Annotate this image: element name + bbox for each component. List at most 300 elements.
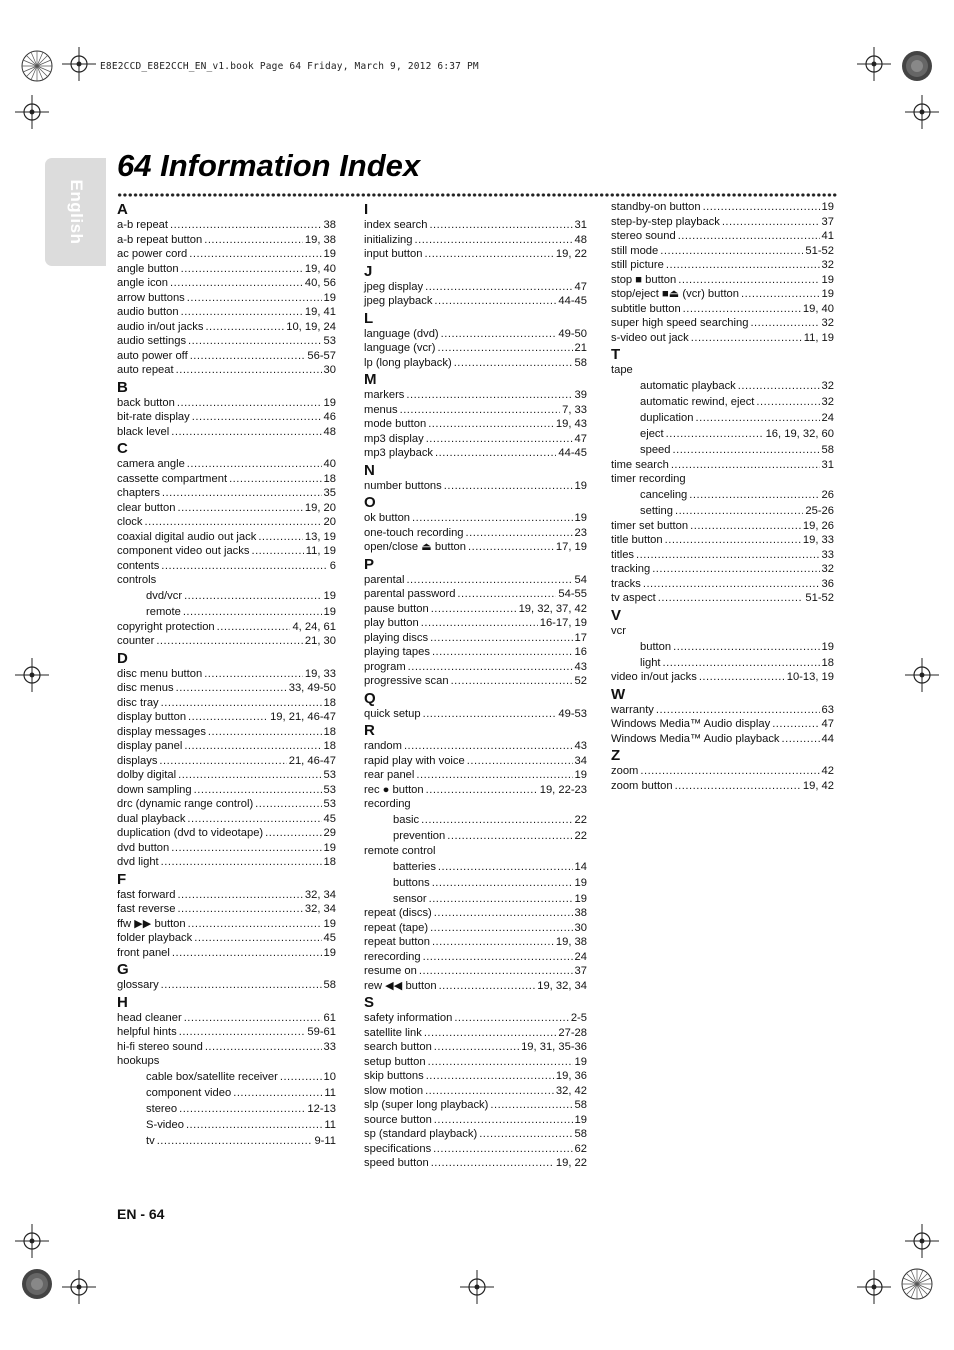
- index-term: repeat (tape): [364, 921, 429, 934]
- index-entry: [364, 294, 587, 309]
- index-entry: [117, 305, 336, 320]
- dot-leader: [205, 320, 284, 335]
- index-page-numbers: 24: [574, 950, 587, 963]
- dot-leader: [430, 631, 572, 646]
- language-tab: [45, 158, 106, 266]
- index-entry: [364, 233, 587, 248]
- dot-leader: [432, 935, 554, 950]
- index-entry: [611, 331, 834, 346]
- index-page-numbers: 51-52: [805, 244, 834, 257]
- index-group-label: recording: [364, 798, 411, 810]
- dot-leader: [434, 1040, 519, 1055]
- index-term: audio button: [117, 306, 179, 318]
- index-entry: [117, 320, 336, 335]
- index-entry: [364, 1040, 587, 1055]
- index-term: language (dvd): [364, 327, 439, 340]
- index-page-numbers: 7, 33: [562, 403, 587, 416]
- index-page-numbers: 52: [574, 675, 587, 687]
- dot-leader: [188, 917, 322, 932]
- dot-leader: [434, 294, 556, 309]
- index-entry: [117, 841, 336, 856]
- dot-leader: [187, 457, 322, 472]
- index-page-numbers: 31: [574, 219, 587, 231]
- index-page-numbers: 53: [323, 335, 336, 347]
- index-page-numbers: 22: [574, 830, 587, 842]
- index-column-2: [364, 200, 587, 1171]
- index-letter-heading: L: [364, 309, 374, 327]
- dot-leader: [258, 530, 303, 545]
- dot-leader: [696, 411, 820, 426]
- dotted-rule: [117, 190, 837, 200]
- dot-leader: [424, 1026, 557, 1041]
- index-page-numbers: 19: [574, 769, 587, 781]
- index-entry: [117, 812, 336, 827]
- index-entry: [117, 620, 336, 635]
- dot-leader: [782, 732, 820, 747]
- index-page-numbers: 53: [323, 798, 336, 810]
- index-page-numbers: 19, 38: [555, 936, 587, 948]
- index-term: display messages: [117, 725, 206, 738]
- index-page-numbers: 11, 19: [803, 331, 834, 344]
- dot-leader: [451, 674, 573, 689]
- index-page-numbers: 19, 36: [555, 1070, 587, 1082]
- index-entry: [611, 670, 834, 685]
- index-page-numbers: 32: [821, 396, 834, 408]
- index-term: safety information: [364, 1012, 453, 1024]
- index-letter-heading: C: [117, 440, 128, 457]
- index-letter-heading: S: [364, 994, 375, 1011]
- index-page-numbers: 18: [323, 472, 336, 485]
- index-entry: [364, 1098, 587, 1113]
- index-entry: [117, 218, 336, 233]
- index-term: dolby digital: [117, 769, 177, 781]
- index-letter-heading: I: [364, 201, 369, 218]
- index-page-numbers: 19, 40: [304, 262, 336, 275]
- index-term: duplication: [640, 412, 694, 424]
- dot-leader: [421, 813, 572, 828]
- index-page-numbers: 32: [821, 259, 834, 271]
- index-entry: [364, 540, 587, 555]
- dot-leader: [666, 427, 764, 442]
- index-page-numbers: 19, 33: [304, 667, 336, 680]
- dot-leader: [691, 331, 802, 346]
- index-term: speed button: [364, 1157, 429, 1169]
- index-page-numbers: 19: [323, 291, 336, 304]
- dot-leader: [683, 302, 801, 317]
- index-term: display button: [117, 711, 187, 723]
- dot-leader: [431, 1156, 554, 1171]
- dot-leader: [251, 544, 303, 559]
- index-term: sp (standard playback): [364, 1128, 478, 1140]
- index-entry: [611, 519, 834, 534]
- index-page-numbers: 32: [821, 380, 834, 392]
- dot-leader: [424, 247, 553, 262]
- index-term: warranty: [611, 703, 654, 716]
- dot-leader: [454, 356, 573, 371]
- index-page-numbers: 53: [323, 769, 336, 781]
- index-page-numbers: 19, 43: [555, 418, 587, 430]
- index-entry: [364, 388, 587, 403]
- crosshair-icon: [62, 1270, 96, 1304]
- index-subentry: [364, 890, 587, 906]
- index-entry: [611, 302, 834, 317]
- index-page-numbers: 19, 41: [304, 306, 336, 318]
- index-page-numbers: 58: [323, 979, 336, 991]
- index-letter-heading: T: [611, 346, 621, 363]
- index-term: fast forward: [117, 888, 176, 901]
- dot-leader: [208, 725, 322, 740]
- index-entry: [117, 457, 336, 472]
- dot-leader: [176, 363, 322, 378]
- dot-leader: [161, 559, 327, 574]
- index-entry: [117, 754, 336, 769]
- index-page-numbers: 10, 19, 24: [286, 320, 336, 333]
- index-entry: [611, 200, 834, 215]
- index-page-numbers: 47: [821, 718, 834, 730]
- index-term: eject: [640, 428, 664, 440]
- index-page-numbers: 44-45: [558, 447, 587, 459]
- dot-leader: [255, 797, 321, 812]
- index-subentry: [364, 812, 587, 828]
- dot-leader: [176, 681, 287, 696]
- index-entry: [117, 559, 336, 574]
- index-term: progressive scan: [364, 675, 449, 687]
- index-entry: [117, 855, 336, 870]
- index-page-numbers: 19, 33: [802, 534, 834, 546]
- index-term: zoom button: [611, 779, 673, 792]
- dot-leader: [181, 305, 303, 320]
- index-entry: [611, 287, 834, 302]
- index-letter-heading: A: [117, 201, 128, 218]
- dot-leader: [432, 876, 573, 891]
- index-term: duplication (dvd to videotape): [117, 827, 264, 839]
- registration-circle-icon: [20, 49, 54, 83]
- index-page-numbers: 48: [574, 233, 587, 246]
- index-entry: [364, 707, 587, 722]
- index-term: quick setup: [364, 707, 421, 720]
- index-group-label: hookups: [117, 1055, 160, 1067]
- index-term: timer set button: [611, 519, 689, 532]
- dot-leader: [415, 233, 573, 248]
- index-entry: [364, 573, 587, 588]
- index-entry: [117, 902, 336, 917]
- dot-leader: [181, 262, 303, 277]
- index-group-label: remote control: [364, 844, 436, 857]
- index-page-numbers: 19: [574, 512, 587, 524]
- index-entry: [364, 964, 587, 979]
- dot-leader: [177, 396, 322, 411]
- dot-leader: [441, 327, 557, 342]
- index-term: disc tray: [117, 696, 159, 709]
- index-page-numbers: 42: [821, 765, 834, 777]
- index-page-numbers: 11: [324, 1087, 336, 1099]
- index-page-numbers: 59-61: [307, 1026, 336, 1038]
- index-term: coaxial digital audio out jack: [117, 530, 257, 543]
- dot-leader: [161, 696, 322, 711]
- index-entry: [117, 1011, 336, 1026]
- index-entry: [364, 739, 587, 754]
- index-page-numbers: 56-57: [307, 349, 336, 362]
- index-subentry: [117, 1069, 336, 1085]
- index-term: basic: [393, 814, 420, 826]
- index-page-numbers: 32, 34: [304, 888, 336, 901]
- index-term: sensor: [393, 892, 427, 905]
- index-page-numbers: 19, 22-23: [539, 783, 587, 796]
- index-page-numbers: 19: [574, 1055, 587, 1068]
- index-page-numbers: 19: [323, 841, 336, 854]
- index-term: number buttons: [364, 479, 442, 492]
- dot-leader: [192, 410, 322, 425]
- index-page-numbers: 37: [821, 215, 834, 228]
- index-entry: [364, 1084, 587, 1099]
- index-term: video in/out jacks: [611, 671, 697, 683]
- index-page-numbers: 32, 42: [555, 1084, 587, 1097]
- index-entry: [117, 233, 336, 248]
- index-entry: [117, 530, 336, 545]
- index-page-numbers: 19, 20: [304, 501, 336, 514]
- index-entry: [364, 280, 587, 295]
- index-entry: [364, 356, 587, 371]
- index-term: angle button: [117, 262, 179, 275]
- index-term: playing tapes: [364, 646, 430, 658]
- index-entry: [611, 316, 834, 331]
- index-term: camera angle: [117, 458, 185, 470]
- index-group-label: timer recording: [611, 473, 686, 485]
- index-term: Windows Media™ Audio playback: [611, 732, 780, 745]
- index-entry: [364, 327, 587, 342]
- language-tab-label: English: [66, 179, 86, 245]
- dot-leader: [675, 779, 801, 794]
- index-entry: [364, 674, 587, 689]
- index-page-numbers: 29: [323, 827, 336, 839]
- index-page-numbers: 13, 19: [304, 530, 336, 543]
- index-term: counter: [117, 635, 155, 647]
- index-entry: [117, 946, 336, 961]
- index-term: still mode: [611, 244, 659, 257]
- dot-leader: [428, 1055, 573, 1070]
- index-subentry: [364, 874, 587, 890]
- index-entry: [117, 710, 336, 725]
- registration-circle-icon: [20, 1267, 54, 1301]
- index-page-numbers: 19: [323, 606, 336, 618]
- index-page-numbers: 40, 56: [304, 277, 336, 289]
- index-page-numbers: 51-52: [805, 592, 834, 604]
- index-page-numbers: 21: [574, 342, 587, 354]
- index-entry: [117, 363, 336, 378]
- index-term: disc menu button: [117, 667, 203, 680]
- index-entry: [364, 660, 587, 675]
- index-term: canceling: [640, 489, 688, 501]
- index-page-numbers: 62: [574, 1142, 587, 1155]
- index-page-numbers: 12-13: [307, 1103, 336, 1115]
- dot-leader: [179, 1102, 305, 1117]
- index-page-numbers: 21, 30: [304, 635, 336, 647]
- registration-circle-icon: [900, 49, 934, 83]
- index-page-numbers: 10: [323, 1071, 336, 1083]
- dot-leader: [439, 979, 536, 994]
- index-term: stereo sound: [611, 230, 676, 242]
- index-term: rerecording: [364, 950, 421, 963]
- dot-leader: [772, 717, 819, 732]
- dot-leader: [156, 634, 303, 649]
- index-entry: [611, 577, 834, 592]
- dot-leader: [419, 964, 573, 979]
- index-entry: [364, 1156, 587, 1171]
- index-entry: [364, 631, 587, 646]
- index-entry: [611, 562, 834, 577]
- index-letter-heading: O: [364, 494, 376, 511]
- index-term: step-by-step playback: [611, 215, 720, 228]
- index-term: stop ■ button: [611, 273, 677, 286]
- index-page-numbers: 16, 19, 32, 60: [765, 428, 834, 440]
- index-entry: [117, 262, 336, 277]
- print-header: E8E2CCD_E8E2CCH_EN_v1.book Page 64 Friday, March 9, 2012 6:37 PM: [100, 61, 479, 72]
- dot-leader: [434, 1113, 573, 1128]
- dot-leader: [444, 479, 573, 494]
- dot-leader: [161, 978, 322, 993]
- index-entry: [364, 921, 587, 936]
- index-page-numbers: 19, 40: [802, 302, 834, 315]
- index-letter-heading: H: [117, 993, 128, 1011]
- dot-leader: [406, 573, 572, 588]
- index-term: S-video: [146, 1119, 184, 1131]
- index-page-numbers: 16-17, 19: [539, 617, 587, 629]
- index-entry: [364, 979, 587, 994]
- index-term: super high speed searching: [611, 317, 749, 329]
- index-term: component video: [146, 1087, 232, 1099]
- dot-leader: [188, 334, 322, 349]
- index-page-numbers: 19, 42: [802, 779, 834, 792]
- index-entry: [364, 754, 587, 769]
- index-entry: [611, 215, 834, 230]
- index-page-numbers: 30: [323, 364, 336, 376]
- index-page-numbers: 47: [574, 432, 587, 445]
- index-page-numbers: 19, 31, 35-36: [521, 1041, 587, 1053]
- dot-leader: [656, 703, 820, 718]
- dot-leader: [425, 1084, 554, 1099]
- index-page-numbers: 45: [323, 932, 336, 944]
- index-page-numbers: 54-55: [558, 588, 587, 600]
- dot-leader: [479, 1127, 572, 1142]
- index-term: dual playback: [117, 812, 186, 825]
- index-term: copyright protection: [117, 620, 215, 633]
- index-term: cassette compartment: [117, 472, 228, 485]
- index-term: repeat button: [364, 936, 430, 948]
- index-term: language (vcr): [364, 342, 436, 354]
- index-term: display panel: [117, 740, 183, 752]
- index-term: repeat (discs): [364, 907, 432, 919]
- dot-leader: [157, 1134, 313, 1149]
- index-page-numbers: 38: [323, 219, 336, 231]
- crosshair-icon: [15, 1224, 49, 1258]
- index-subentry: [117, 604, 336, 620]
- dot-leader: [457, 587, 556, 602]
- dot-leader: [671, 458, 820, 473]
- index-page-numbers: 37: [574, 965, 587, 977]
- index-entry: [364, 1113, 587, 1128]
- index-subentry: [611, 638, 834, 654]
- index-term: audio settings: [117, 335, 187, 347]
- dot-leader: [428, 417, 554, 432]
- index-entry: [117, 486, 336, 501]
- index-page-numbers: 19: [323, 917, 336, 930]
- index-page-numbers: 19: [574, 1113, 587, 1126]
- index-entry: [611, 458, 834, 473]
- index-page-numbers: 23: [574, 526, 587, 539]
- dot-leader: [416, 768, 572, 783]
- dot-leader: [447, 829, 572, 844]
- index-page-numbers: 18: [323, 725, 336, 738]
- index-page-numbers: 47: [574, 280, 587, 293]
- index-entry: [117, 667, 336, 682]
- index-page-numbers: 19, 38: [304, 233, 336, 246]
- index-term: helpful hints: [117, 1026, 177, 1038]
- index-entry: [364, 247, 587, 262]
- index-letter-heading: V: [611, 606, 622, 624]
- index-page-numbers: 53: [323, 783, 336, 796]
- index-page-numbers: 26: [821, 489, 834, 501]
- index-page-numbers: 32: [821, 317, 834, 329]
- index-term: cable box/satellite receiver: [146, 1071, 278, 1083]
- dot-leader: [432, 645, 573, 660]
- index-page-numbers: 25-26: [805, 505, 834, 517]
- index-entry: [117, 1040, 336, 1055]
- index-entry: [364, 645, 587, 660]
- index-term: drc (dynamic range control): [117, 798, 254, 810]
- index-page-numbers: 41: [821, 230, 834, 242]
- index-term: clock: [117, 516, 143, 528]
- index-subentry: [117, 588, 336, 604]
- index-term: light: [640, 656, 661, 669]
- index-entry: [117, 410, 336, 425]
- index-term: satellite link: [364, 1026, 422, 1039]
- index-term: resume on: [364, 965, 417, 977]
- index-term: lp (long playback): [364, 356, 452, 369]
- index-term: titles: [611, 548, 635, 561]
- index-term: slp (super long playback): [364, 1099, 489, 1111]
- index-page-numbers: 19: [821, 288, 834, 300]
- index-entry: [611, 533, 834, 548]
- index-term: skip buttons: [364, 1070, 424, 1082]
- dot-leader: [665, 533, 801, 548]
- index-term: dvd button: [117, 841, 170, 854]
- index-term: ok button: [364, 512, 411, 524]
- index-term: audio in/out jacks: [117, 320, 204, 333]
- index-entry: [364, 341, 587, 356]
- index-term: back button: [117, 396, 175, 409]
- index-entry: [117, 768, 336, 783]
- dot-leader: [429, 892, 573, 907]
- index-term: subtitle button: [611, 302, 681, 315]
- index-page-numbers: 19: [574, 876, 587, 889]
- index-term: index search: [364, 219, 428, 231]
- dot-leader: [280, 1070, 322, 1085]
- index-subentry: [364, 828, 587, 844]
- dot-leader: [204, 233, 303, 248]
- crosshair-icon: [905, 1224, 939, 1258]
- dot-leader: [426, 783, 538, 798]
- index-entry: [364, 602, 587, 617]
- index-term: black level: [117, 425, 170, 438]
- dot-leader: [750, 316, 819, 331]
- index-term: source button: [364, 1113, 432, 1126]
- index-letter-heading: J: [364, 262, 373, 280]
- index-subentry: [364, 858, 587, 874]
- index-entry: [364, 417, 587, 432]
- dot-leader: [183, 605, 322, 620]
- index-page-numbers: 33: [323, 1040, 336, 1053]
- index-page-numbers: 24: [821, 412, 834, 424]
